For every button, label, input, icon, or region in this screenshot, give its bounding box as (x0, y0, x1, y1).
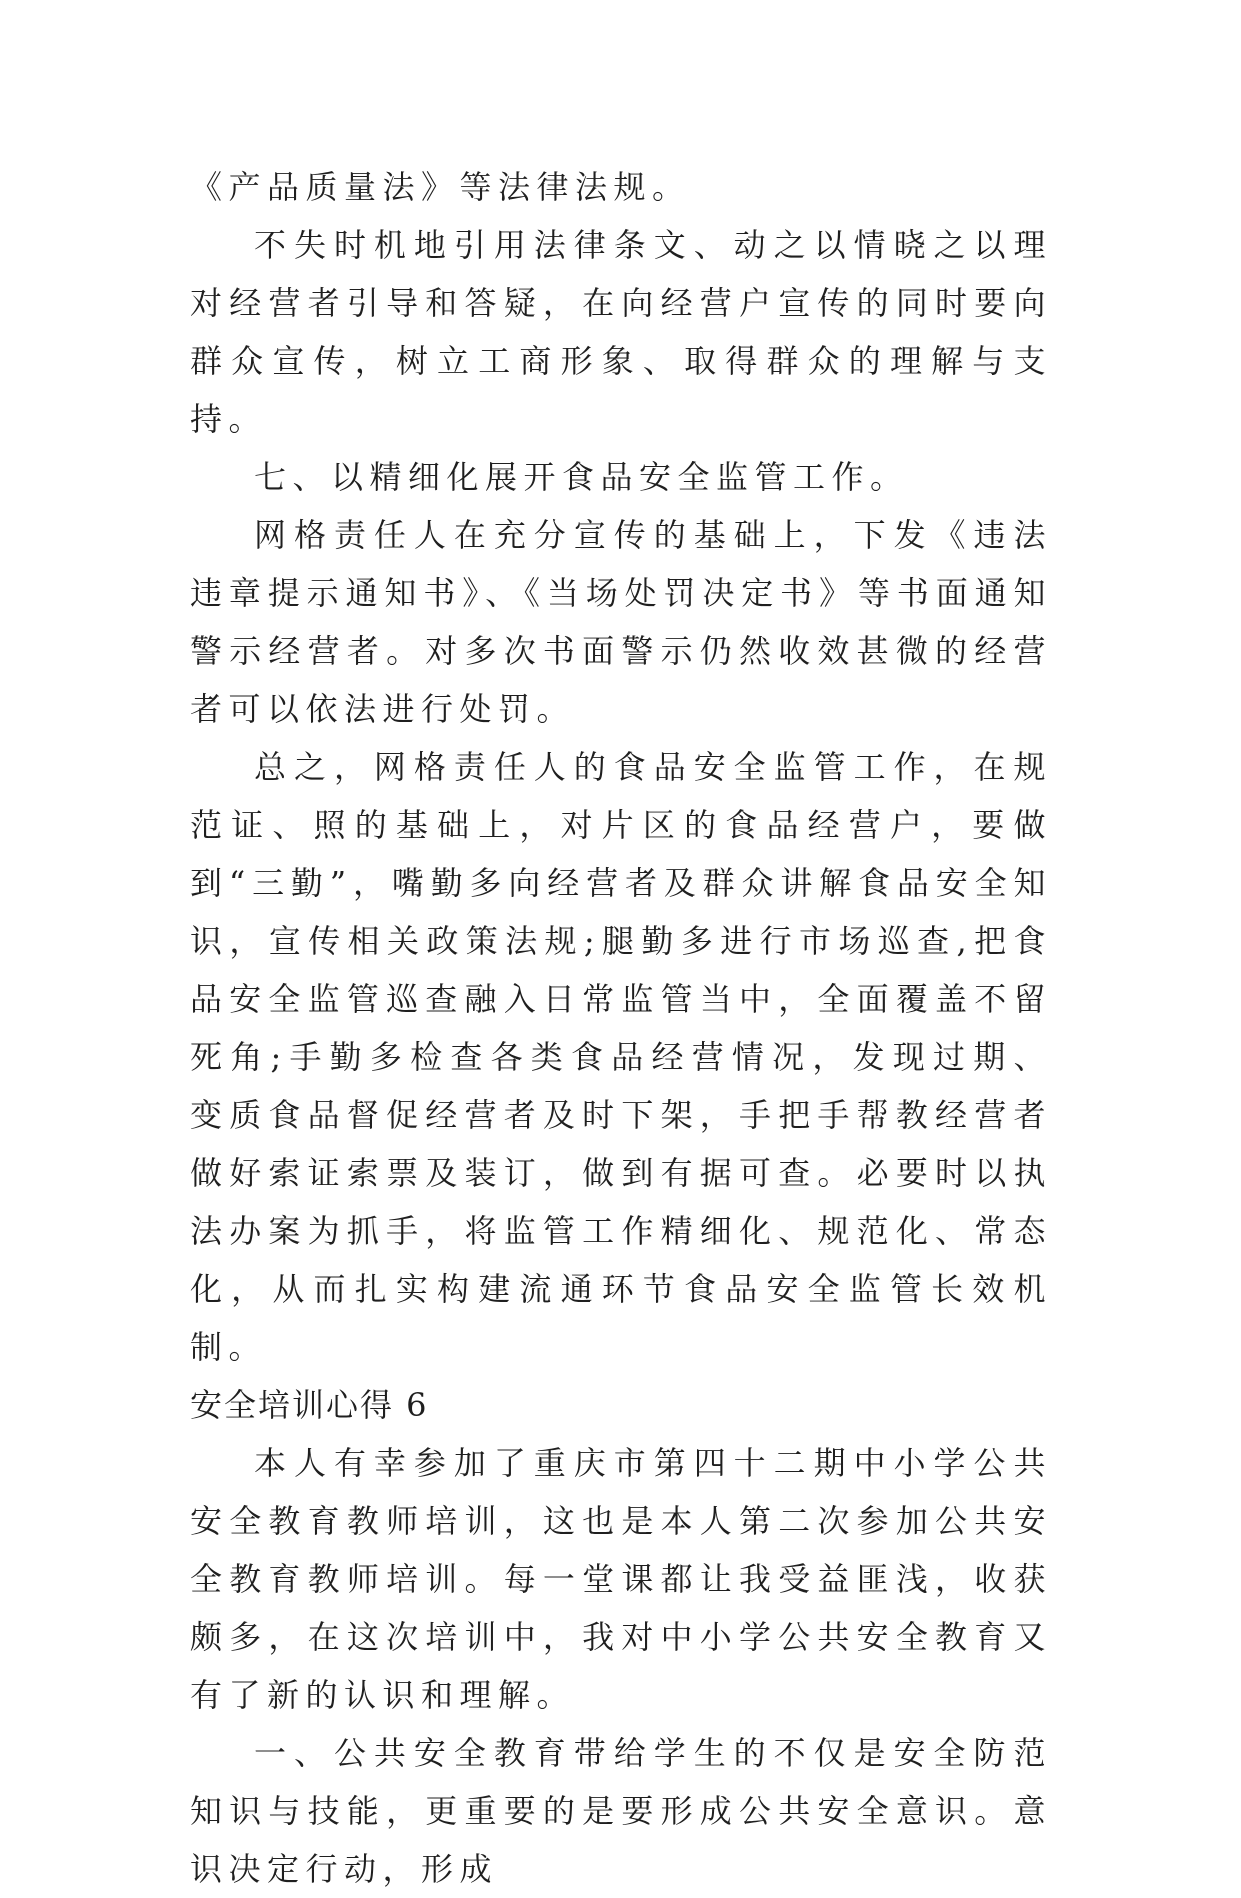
paragraph-summary: 总之，网格责任人的食品安全监管工作，在规范证、照的基础上，对片区的食品经营户，要做到“三勤”，嘴勤多向经营者及群众讲解食品安全知识，宣传相关政策法规;腿勤多进行市场巡查,把食品安全监管巡查融入日常监管当中，全面覆盖不留死角;手勤多检查各类食品经营情况，发现过期、变质食品督促经营者及时下架，手把手帮教经营者做好索证索票及装订，做到有据可查。必要时以执法办案为抓手，将监管工作精细化、规范化、常态化，从而扎实构建流通环节食品安全监管长效机制。 (190, 748, 1052, 1366)
paragraph-grid-notice: 网格责任人在充分宣传的基础上，下发《违法违章提示通知书》、《当场处罚决定书》等书面通知警示经营者。对多次书面警示仍然收效甚微的经营者可以依法进行处罚。 (190, 516, 1052, 728)
paragraph-legal-guidance: 不失时机地引用法律条文、动之以情晓之以理对经营者引导和答疑，在向经营户宣传的同时要向群众宣传，树立工商形象、取得群众的理解与支持。 (190, 226, 1052, 438)
paragraph-training-intro: 本人有幸参加了重庆市第四十二期中小学公共安全教育教师培训，这也是本人第二次参加公共安全教育教师培训。每一堂课都让我受益匪浅，收获颇多，在这次培训中，我对中小学公共安全教育又有了新的认识和理解。 (190, 1444, 1052, 1714)
document-body (190, 158, 1052, 1898)
article-title: 安全培训心得 6 (190, 1386, 429, 1424)
paragraph-continuation: 《产品质量法》等法律法规。 (190, 168, 691, 206)
section-heading-seven: 七、以精细化展开食品安全监管工作。 (254, 458, 909, 496)
paragraph-point-one: 一、公共安全教育带给学生的不仅是安全防范知识与技能，更重要的是要形成公共安全意识。意识决定行动，形成 (190, 1734, 1052, 1888)
